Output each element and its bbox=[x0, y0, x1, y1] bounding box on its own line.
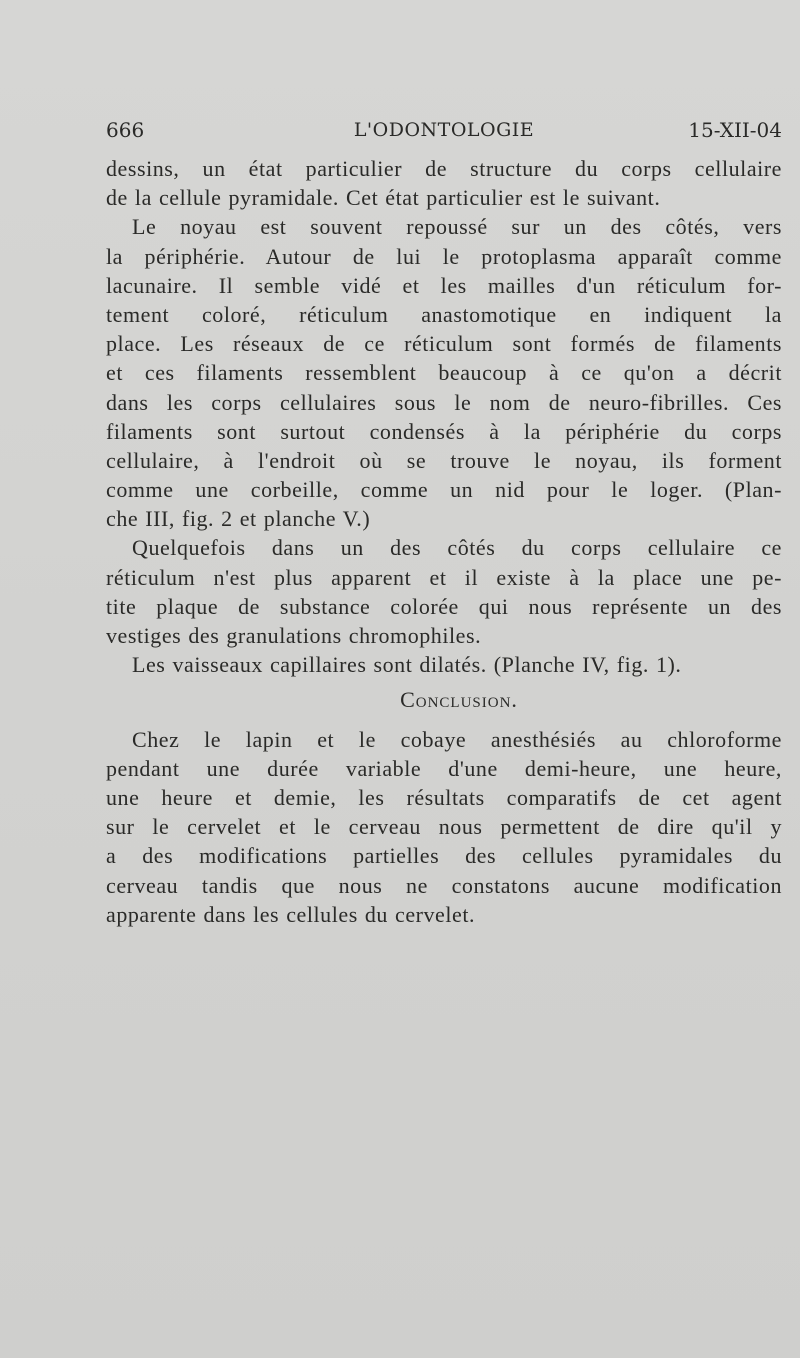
text-line: Les vaisseaux capillaires sont dilatés. (Planche IV, fig. 1). bbox=[132, 652, 682, 678]
body-text bbox=[106, 154, 782, 929]
text-line: place. Les réseaux de ce réticulum sont formés de filaments bbox=[106, 331, 782, 357]
paragraph-5 bbox=[106, 725, 782, 929]
page-header bbox=[106, 118, 782, 146]
running-title: L'ODONTOLOGIE bbox=[353, 119, 535, 141]
issue-date: 15-XII-04 bbox=[688, 118, 782, 142]
text-line: pendant une durée variable d'une demi-heure, une heure, bbox=[106, 755, 782, 781]
text-line: de la cellule pyramidale. Cet état particulier est le suivant. bbox=[106, 185, 661, 211]
text-line: sur le cervelet et le cerveau nous permettent de dire qu'il y bbox=[106, 814, 782, 840]
paragraph-1 bbox=[106, 154, 782, 212]
text-line: tement coloré, réticulum anastomotique en indiquent la bbox=[106, 301, 782, 327]
text-line: apparente dans les cellules du cervelet. bbox=[106, 901, 476, 927]
text-line: che III, fig. 2 et planche V.) bbox=[106, 506, 371, 532]
text-line: cellulaire, à l'endroit où se trouve le noyau, ils forment bbox=[106, 447, 782, 473]
text-line: dans les corps cellulaires sous le nom de neuro-fibrilles. Ces bbox=[106, 389, 782, 415]
text-line: lacunaire. Il semble vidé et les mailles d'un réticulum for- bbox=[106, 272, 782, 298]
text-line: a des modifications partielles des cellules pyramidales du bbox=[106, 843, 782, 869]
text-line: réticulum n'est plus apparent et il existe à la place une pe- bbox=[106, 564, 782, 590]
paragraph-3 bbox=[106, 533, 782, 650]
text-line: dessins, un état particulier de structure du corps cellulaire bbox=[106, 156, 782, 181]
text-line: vestiges des granulations chromophiles. bbox=[106, 623, 482, 648]
text-line: Chez le lapin et le cobaye anesthésiés au chloroforme bbox=[132, 726, 782, 752]
page-number: 666 bbox=[106, 118, 145, 142]
paragraph-4 bbox=[106, 650, 782, 679]
text-line: tite plaque de substance colorée qui nous représente un des bbox=[106, 593, 782, 619]
text-line: et ces filaments ressemblent beaucoup à ce qu'on a décrit bbox=[106, 360, 782, 386]
text-line: comme une corbeille, comme un nid pour le loger. (Plan- bbox=[106, 477, 782, 503]
text-line: cerveau tandis que nous ne constatons aucune modification bbox=[106, 872, 782, 898]
text-line: Quelquefois dans un des côtés du corps cellulaire ce bbox=[132, 535, 782, 561]
section-heading-conclusion: Conclusion. bbox=[400, 687, 518, 713]
paragraph-2 bbox=[106, 212, 782, 533]
text-line: la périphérie. Autour de lui le protoplasma apparaît comme bbox=[106, 243, 782, 269]
text-line: filaments sont surtout condensés à la périphérie du corps bbox=[106, 418, 782, 444]
text-line: une heure et demie, les résultats comparatifs de cet agent bbox=[106, 784, 782, 810]
text-line: Le noyau est souvent repoussé sur un des côtés, vers bbox=[132, 214, 782, 240]
